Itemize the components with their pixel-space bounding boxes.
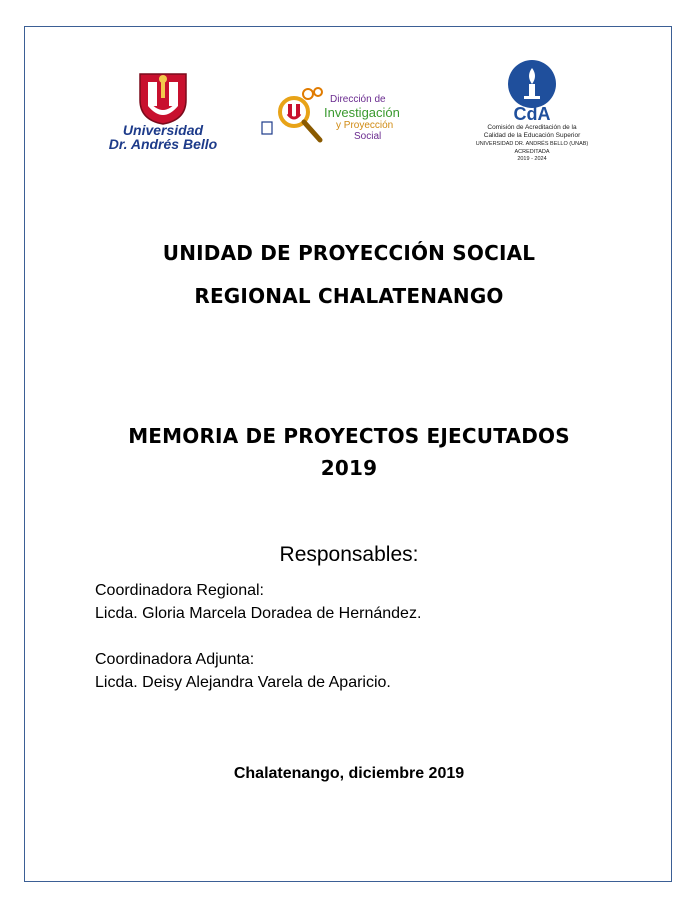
- direccion-logo-line3: y Proyección: [336, 120, 394, 131]
- title-line-2: REGIONAL CHALATENANGO: [194, 284, 504, 308]
- title-year: 2019: [320, 456, 378, 480]
- title-line-1: UNIDAD DE PROYECCIÓN SOCIAL: [162, 241, 536, 265]
- cda-mark: CdA: [513, 104, 551, 124]
- cda-caption-2: Calidad de la Educación Superior: [483, 132, 581, 139]
- place-date: Chalatenango, diciembre 2019: [233, 765, 465, 782]
- cda-caption-3: UNIVERSIDAD DR. ANDRÉS BELLO (UNAB): [475, 141, 589, 147]
- cda-caption-4: ACREDITADA: [514, 149, 550, 155]
- cda-caption-5: 2019 - 2024: [517, 156, 547, 162]
- unab-logo: [104, 70, 222, 156]
- unab-logo-line2: Dr. Andrés Bello: [108, 136, 218, 152]
- magnifier-gears-icon: [258, 84, 330, 148]
- coord-adjunta-label: Coordinadora Adjunta:: [95, 651, 255, 668]
- coord-regional-name: Licda. Gloria Marcela Doradea de Hernández.: [95, 605, 422, 622]
- responsables-heading: Responsables:: [279, 543, 419, 566]
- direccion-logo-line2: Investigación: [324, 105, 400, 120]
- cda-emblem-icon: [466, 58, 598, 124]
- title-line-3: MEMORIA DE PROYECTOS EJECUTADOS: [128, 424, 570, 448]
- unab-shield-icon: [104, 70, 222, 126]
- cda-caption-1: Comisión de Acreditación de la: [487, 124, 577, 131]
- direccion-logo-line1: Dirección de: [330, 94, 386, 105]
- cda-logo: [466, 58, 598, 170]
- direccion-investigacion-logo: [258, 84, 422, 148]
- direccion-logo-line4: Social: [354, 131, 382, 142]
- unab-logo-line1: Universidad: [122, 122, 204, 138]
- coord-regional-label: Coordinadora Regional:: [95, 582, 264, 599]
- coord-adjunta-name: Licda. Deisy Alejandra Varela de Aparicio.: [95, 674, 391, 691]
